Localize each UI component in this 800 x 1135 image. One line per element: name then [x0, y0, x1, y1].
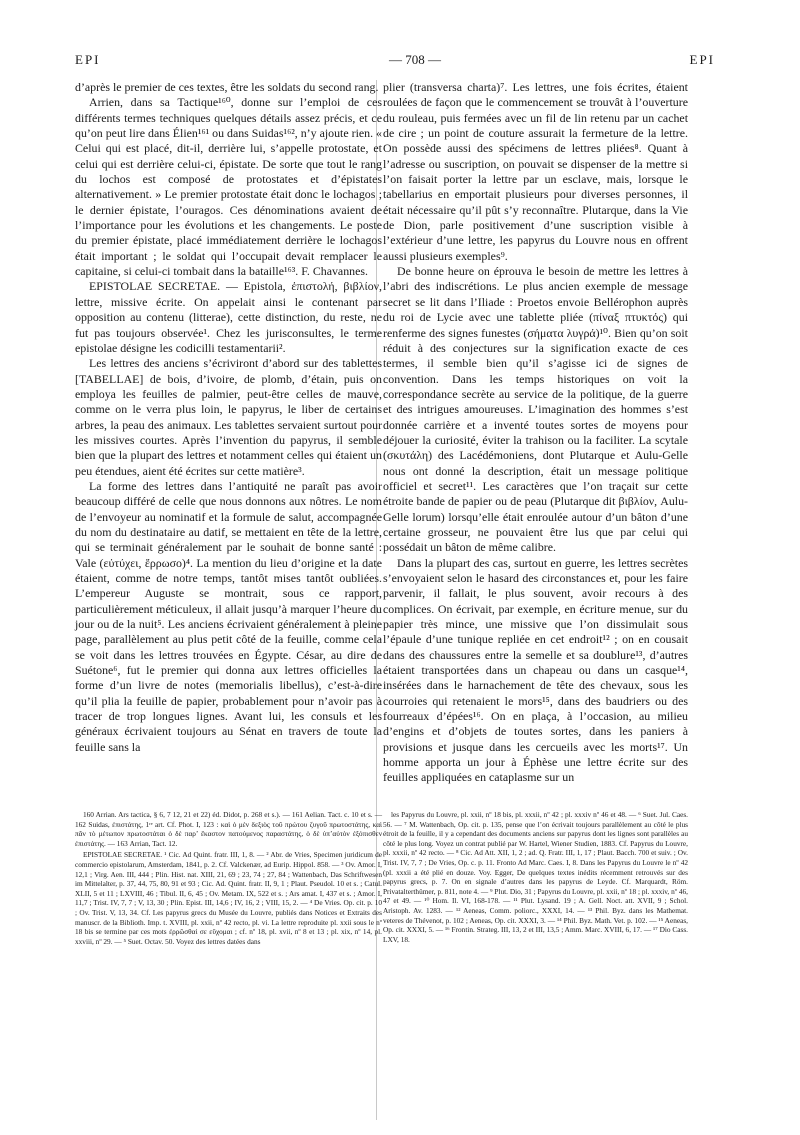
paragraph: Les lettres des anciens s’écriviront d’abord sur des tablettes [TABELLAE] de bois, d’ivoire, de plomb, d’étain, puis on employa les feuilles de palmier, peut-être celles de mauve, comme on le verra plus loin, le papyrus, le liber de certains arbres, la peau des animaux. Les tablettes servaient surtout pour les missives courtes. Après l’invention du papyrus, il semble bien que la plupart des lettres et notamment celles qui étaient un peu étendues, aient été écrites sur cette matière³.	[75, 356, 382, 478]
right-text-column	[383, 80, 688, 786]
article-entry-epistolae-secretae: EPISTOLAE SECRETAE. — Epistola, ἐπιστολή, βιβλίον, lettre, missive écrite. On appelait ainsi le contenant par opposition au contenu (litterae), cette distinction, du reste, ne fut pas toujours observée¹. Chez les jurisconsultes, le terme epistolae désigne les codicilli testamentarii².	[75, 279, 382, 355]
footnote: EPISTOLAE SECRETAE. ¹ Cic. Ad Quint. fratr. III, 1, 8. — ² Abr. de Vries, Specimen juridicum de commercio epistolarum, Amsterdam, 1841, p. 2. Cf. Valckenær, ad Eurip. Hippol. 858. — ³ Ov. Amor. I, 12,1 ; Virg. Aen. III, 444 ; Plin. Hist. nat. XIII, 21, 69 ; 23, 74 ; 27, 84 ; Wattenbach, Das Schriftwesen im Mittelalter, p. 37, 44, 75, 80, 91 et 93 ; Cic. Ad. Quint. fratr. II, 9, 1 ; Plaut. Pseudol. 10 et s. ; Catul. XLII, 5 et 11 ; LXVIII, 46 ; Tibul. II, 6, 45 ; Ov. Metam. IX, 522 et s. ; Ars amat. I, 437 et s. ; Amor. I, 11,7 ; Trist. IV, 7, 7 ; V, 13, 30 ; Plin. Epist. III, 14,6 ; IV, 16, 2 ; VIII, 15, 2. — ⁴ De Vries. Op. cit. p. 10 ; Ov. Trist. V, 13, 34. Cf. Les papyrus grecs du Musée du Louvre, publiés dans Notices et Extraits des manuscr. de la Biblioth. Imp. t. XVIII, pl. xxii, nº 42 recto, pl. vi. La lettre reproduite pl. xxii sous le nº 18 bis se termine par ces mots ἐρρῶσθαί σε εὔχομαι ; cf. nº 18, pl. xvii, nº 8 et 13 ; pl. xix, nº 14, pl. xxviii, nº 29. — ⁵ Suet. Octav. 50. Voyez des lettres datées dans	[75, 850, 382, 946]
footnote: 160 Arrian. Ars tactica, § 6, 7 12, 21 et 22) éd. Didot, p. 268 et s.). — 161 Aelian. Tact. c. 10 et s. — 162 Suidas, ἐπιστάτης, 1ʳᵉ art. Cf. Phot. I, 123 : καὶ ὁ μὲν δεξιὸς τοῦ πρώτου ζυγοῦ πρωτοστάτης, καὶ πᾶν τὸ μέτωπον πρωτοστάται ὁ δὲ παρ’ ἕκαστον πατούμενος παραστάτης, ὁ δὲ ὑπ’αὐτὸν ἐξόπισθεν ἐπιστάτης. — 163 Arrian, Tact. 12.	[75, 810, 382, 848]
footnotes-right	[383, 810, 688, 946]
footnotes-left	[75, 810, 382, 948]
paragraph: Arrien, dans sa Tactique¹⁶⁰, donne sur l’emploi de ces différents termes techniques quelques détails assez précis, et ce qu’on peut lire dans Élien¹⁶¹ ou dans Suidas¹⁶², n’y ajoute rien. « Celui qui est placé, dit-il, derrière lui, s’appelle protostate, et celui qui est derrière celui-ci, épistate. De sorte que tout le rang du lochos est composé de protostates et d’épistates alternativement. » Le premier protostate était donc le lochagos ; le dernier épistate, l’ouragos. Ces dénominations avaient de l’importance pour les évolutions et les changements. Le poste du premier épistate, placé immédiatement derrière le lochagos était important ; le soldat qui l’occupait devait remplacer le capitaine, si celui-ci tombait dans la bataille¹⁶³. F. Chavannes.	[75, 95, 382, 279]
page-number: — 708 —	[389, 52, 441, 67]
paragraph: d’après le premier de ces textes, être les soldats du second rang.	[75, 80, 379, 94]
footnote: les Papyrus du Louvre, pl. xxii, nº 18 bis, pl. xxxii, nº 42 ; pl. xxxiv nº 46 et 48. — ⁶ Suet. Jul. Caes. 56. — ⁷ M. Wattenbach, Op. cit. p. 135, pense que l’on écrivait toujours parallèlement au côté le plus étroit de la feuille, il y a cependant des documents anciens sur papyrus dont les lignes sont parallèles au côté le plus long. Voyez un contrat publié par W. Hartel, Wiener Studien, 1883. Cf. Papyrus du Louvre, pl. xxxii, nº 42 recto. — ⁸ Cic. Ad Att. XII, 1, 2 ; ad. Q. Fratr. III, 1, 17 ; Plaut. Bacch. 700 et suiv. ; Ov. Trist. IV, 7, 7 ; De Vries, Op. c. p. 11. Fronto Ad Marc. Caes. I, 8. Dans les Papyrus du Louvre le nº 42 (pl. xxxii a été plié en douze. Voy. Egger, De quelques textes inédits récemment retrouvés sur des papyrus grecs, p. 7. On en signale d’autres dans les papyrus de Leyde. Cf. Marquardt, Röm. Privatalterthümer, p. 811, note 4. — ⁹ Plut. Dio, 31 ; Papyrus du Louvre, pl. xxii, nº 18 ; pl. xxxiv, nº 46, 47 et 49. — ¹⁰ Hom. Il. VI, 168-178. — ¹¹ Plut. Lysand. 19 ; A. Gell. Noct. att. XVII, 9 ; Schol. Aristoph. Av. 1283. — ¹² Aeneas, Comm. poliorc., XXXI, 14. — ¹³ Phil. Byz. dans les Mathemat. veteres de Thévenot, p. 102 ; Aeneas, Op. cit. XXXI, 3. — ¹⁴ Phil. Byz. Math. Vet. p. 102. — ¹⁵ Aeneas, Op. cit. XXXI, 5. — ¹⁶ Frontin. Strateg. III, 13, 2 et III, 13,5 ; Amm. Marc. XVIII, 6, 17. — ¹⁷ Dio Cass. LXV, 18.	[383, 810, 688, 944]
left-text-column	[75, 80, 382, 755]
paragraph: De bonne heure on éprouva le besoin de mettre les lettres à l’abri des indiscrétions. Le plus ancien exemple de message secret se lit dans l’Iliade : Proetos envoie Bellérophon auprès du roi de Lycie avec une tablette pliée (πίναξ πτυκτός) qui renferme des signes funestes (σήματα λυγρά)¹⁰. Bien qu’on soit réduit à des conjectures sur la signification exacte de ces termes, il semble bien qu’il s’agisse ici de signes de convention. Dans les temps historiques on voit la correspondance secrète au service de la politique, de la guerre et des intrigues amoureuses. L’imagination des hommes s’est donnée carrière et a inventé toutes sortes de moyens pour déjouer la curiosité, éviter la trahison ou la faciliter. La scytale (σκυτάλη) des Lacédémoniens, dont Plutarque et Aulu-Gelle nous ont donné la description, était un message politique officiel et secret¹¹. Les caractères que l’on traçait sur cette étroite bande de papier ou de peau (Plutarque dit βιβλίον, Aulu-Gelle lorum) lorsqu’elle était enroulée autour d’un bâton d’une certaine grosseur, ne pouvaient être lus que par celui qui possédait un bâton de même calibre.	[383, 264, 688, 555]
paragraph: plier (transversa charta)⁷. Les lettres, une fois écrites, étaient roulées de façon que le commencement se trouvât à l’ouverture du rouleau, puis fermées avec un fil de lin retenu par un cachet de cire ; un point de couture assurait la fermeture de la lettre. On possède aussi des spécimens de lettres pliées⁸. Quant à l’adresse ou suscription, on pouvait se dispenser de la mettre si l’on faisait porter la lettre par un esclave, mais, lorsque le tabellarius en emportait plusieurs pour diverses personnes, il était nécessaire qu’il pût s’y reconnaître. Plutarque, dans la Vie de Dion, parle positivement d’une suscription visible à l’extérieur d’une lettre, les papyrus du Louvre nous en offrent aussi plusieurs exemples⁹.	[383, 80, 688, 263]
header-right-title: EPI	[689, 52, 715, 67]
paragraph: Dans la plupart des cas, surtout en guerre, les lettres secrètes s’envoyaient selon le hasard des circonstances et, pour les faire parvenir, il fallait, le plus souvent, avoir recours à des complices. On écrivait, par exemple, en écriture menue, sur du papier très mince, une missive que l’on dissimulait sous l’épaule d’une tunique repliée en cet endroit¹² ; on en cousait dans des chaussures entre la semelle et sa doublure¹³, d’autres étaient transportées dans un chapeau ou dans un casque¹⁴, insérées dans le harnachement de tête des chevaux, sous les courroies qui retenaient le mors¹⁵, dans des baudriers ou des fourreaux d’épées¹⁶. On en plaça, à l’occasion, au milieu d’engins et d’objets de toutes sortes, dans les paniers à provisions et jusque dans les cercueils avec les morts¹⁷. Un homme apporta un jour à Éphèse une lettre écrite sur des feuilles appliquées en cataplasme sur un	[383, 555, 688, 785]
header-left-title: EPI	[75, 52, 101, 67]
paragraph: La forme des lettres dans l’antiquité ne paraît pas avoir beaucoup différé de celle que nous donnons aux nôtres. Le nom de l’envoyeur au nominatif et la formule de salut, accompagnée du nom du destinataire au datif, se mettaient en tête de la lettre, qui se terminait généralement par le souhait de bonne santé : Vale (εὐτύχει, ἔρρωσο)⁴. La mention du lieu d’origine et la date étaient, comme de notre temps, tantôt mises tantôt oubliées. L’empereur Auguste se montrait, sous ce rapport, particulièrement méticuleux, il allait jusqu’à marquer l’heure du jour ou de la nuit⁵. Les anciens écrivaient généralement à pleine page, parallèlement au plus petit côté de la feuille, comme cela se voit dans les lettres trouvées en Égypte. César, au dire de Suétone⁶, fut le premier qui donna aux lettres officielles la forme d’un livre de notes (memorialis libellus), c’est-à-dire qu’il plia la feuille de papier, probablement pour n’avoir pas à tracer de trop longues lignes. Avant lui, les consuls et les généraux écrivaient toujours au Sénat en travers de toute la feuille sans la	[75, 478, 382, 754]
running-header	[75, 52, 755, 72]
